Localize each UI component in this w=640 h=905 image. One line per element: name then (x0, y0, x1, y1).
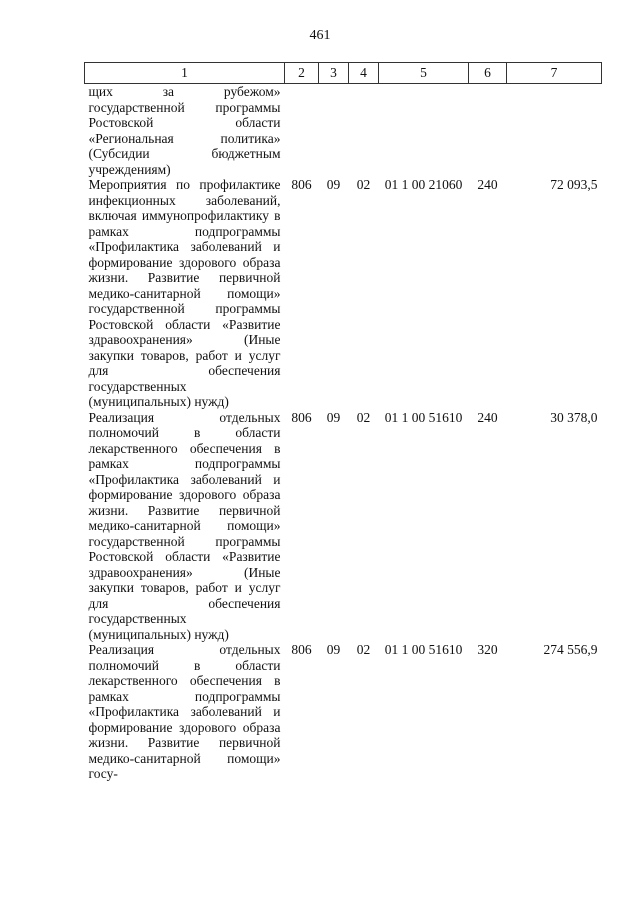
row-amount: 274 556,9 (543, 642, 598, 657)
row-target-article: 01 1 00 21060 (384, 177, 463, 192)
row-expense-type: 240 (477, 409, 498, 425)
header-col-3: 3 (319, 63, 349, 84)
row-target-article (379, 84, 469, 178)
header-col-1: 1 (85, 63, 285, 84)
row-ministry-code: 806 (291, 177, 312, 192)
budget-table (84, 62, 602, 782)
header-col-5: 5 (379, 63, 469, 84)
row-target-article: 01 1 00 51610 (384, 409, 463, 425)
row-subsection: 02 (356, 642, 371, 657)
row-amount: 30 378,0 (550, 409, 598, 425)
row-ministry-code: 806 (291, 409, 312, 425)
row-description: щих за рубежом» государственной программы Ростовской области «Региональная политика» (Субсидии бюджетным учреждениям) (88, 84, 281, 177)
row-ministry-code (285, 84, 319, 178)
table-row (85, 410, 602, 643)
header-col-7: 7 (507, 63, 602, 84)
table-row (85, 177, 602, 410)
header-row (85, 63, 602, 84)
header-col-2: 2 (285, 63, 319, 84)
row-expense-type (469, 84, 507, 178)
row-subsection: 02 (356, 409, 371, 425)
row-description: Реализация отдельных полномочий в области лекарственного обеспечения в рамках подпрограммы «Профилактика заболеваний и формирование здорового образа жизни. Развитие первичной медико-санитарной помощи» государственной программы Ростовской области «Развитие здравоохранения» (Иные закупки товаров, работ и услуг для обеспечения государственных (муниципальных) нужд) (88, 409, 281, 642)
header-col-6: 6 (469, 63, 507, 84)
row-ministry-code: 806 (291, 642, 312, 657)
row-subsection (349, 84, 379, 178)
page-number: 461 (309, 28, 331, 43)
row-section: 09 (326, 642, 341, 657)
row-amount: 72 093,5 (550, 177, 598, 192)
row-description: Реализация отдельных полномочий в области лекарственного обеспечения в рамках подпрограммы «Профилактика заболеваний и формирование здорового образа жизни. Развитие первичной медико-санитарной помощи» госу- (88, 642, 281, 781)
row-section (319, 84, 349, 178)
row-amount (507, 84, 602, 178)
row-description: Мероприятия по профилактике инфекционных заболеваний, включая иммунопрофилактику в рамках подпрограммы «Профилактика заболеваний и формирование здорового образа жизни. Развитие первичной медико-санитарной помощи» государственной программы Ростовской области «Развитие здравоохранения» (Иные закупки товаров, работ и услуг для обеспечения государственных (муниципальных) нужд) (88, 177, 281, 409)
row-target-article: 01 1 00 51610 (384, 642, 463, 657)
table-row (85, 84, 602, 178)
header-col-4: 4 (349, 63, 379, 84)
row-section: 09 (326, 409, 341, 425)
row-expense-type: 240 (477, 177, 498, 192)
row-expense-type: 320 (477, 642, 498, 657)
table-row (85, 642, 602, 782)
row-section: 09 (326, 177, 341, 192)
row-subsection: 02 (356, 177, 371, 192)
